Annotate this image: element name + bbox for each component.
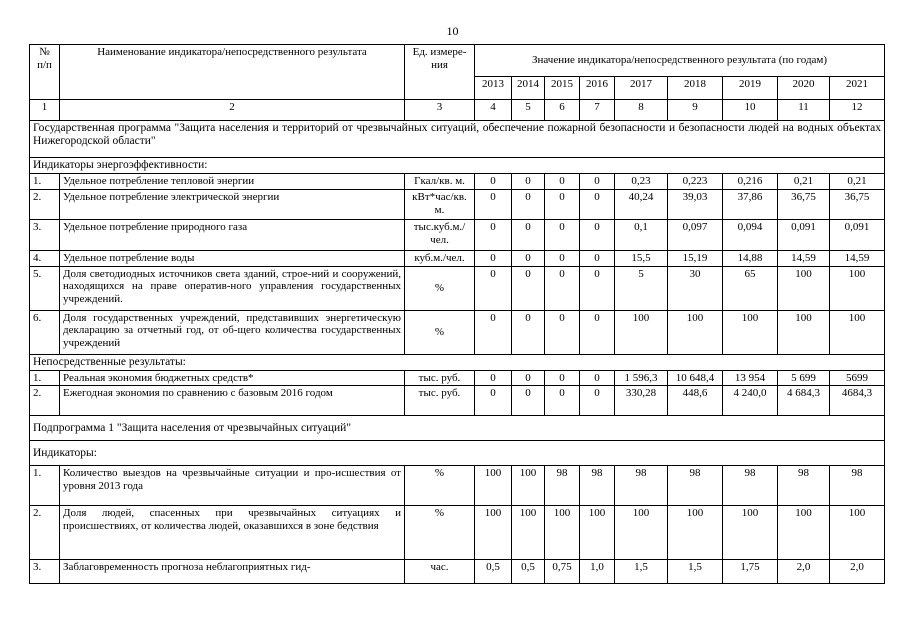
row-value: 0,094 [723, 219, 778, 250]
header-year: 2020 [778, 77, 830, 100]
header-column-number: 8 [615, 100, 668, 121]
subprogram-title-row [30, 416, 885, 441]
row-number: 2. [30, 189, 60, 219]
row-value: 0 [475, 219, 512, 250]
header-column-number: 12 [830, 100, 885, 121]
header-column-number: 2 [60, 100, 405, 121]
row-value: 100 [668, 310, 723, 354]
row-unit: % [405, 310, 475, 354]
row-number: 2. [30, 506, 60, 560]
row-value: 0 [580, 386, 615, 416]
row-value: 13 954 [723, 370, 778, 386]
row-value: 0 [475, 370, 512, 386]
row-value: 0 [475, 250, 512, 266]
header-column-number: 10 [723, 100, 778, 121]
row-value: 0,75 [545, 560, 580, 584]
indicator-rows [30, 466, 885, 584]
row-value: 98 [778, 466, 830, 506]
row-value: 100 [475, 506, 512, 560]
row-value: 0 [512, 219, 545, 250]
indicators-section-row [30, 441, 885, 466]
table-row [30, 370, 885, 386]
row-value: 15,5 [615, 250, 668, 266]
row-value: 15,19 [668, 250, 723, 266]
row-value: 0 [580, 370, 615, 386]
row-value: 65 [723, 266, 778, 310]
row-unit: % [405, 506, 475, 560]
row-value: 100 [778, 266, 830, 310]
table-row [30, 386, 885, 416]
row-number: 6. [30, 310, 60, 354]
row-value: 2,0 [830, 560, 885, 584]
row-unit: % [405, 466, 475, 506]
row-value: 100 [545, 506, 580, 560]
row-name: Удельное потребление электрической энергии [60, 189, 405, 219]
row-value: 100 [615, 506, 668, 560]
header-row-top [30, 45, 885, 77]
program-title: Государственная программа "Защита населения и территорий от чрезвычайных ситуаций, обеспечение пожарной безопасности и безопасности людей на водных объектах Нижегородской области" [30, 121, 885, 158]
row-value: 1,75 [723, 560, 778, 584]
row-unit: тыс. руб. [405, 386, 475, 416]
row-value: 0 [512, 370, 545, 386]
row-value: 1,0 [580, 560, 615, 584]
header-column-number: 11 [778, 100, 830, 121]
row-name: Заблаговременность прогноза неблагоприятных гид- [60, 560, 405, 584]
row-value: 0 [545, 310, 580, 354]
row-value: 39,03 [668, 189, 723, 219]
row-value: 100 [512, 506, 545, 560]
header-column-number: 1 [30, 100, 60, 121]
table-row [30, 310, 885, 354]
row-number: 1. [30, 174, 60, 190]
row-value: 5699 [830, 370, 885, 386]
row-value: 98 [580, 466, 615, 506]
table-row [30, 466, 885, 506]
row-value: 0,097 [668, 219, 723, 250]
direct-rows [30, 370, 885, 416]
row-value: 0 [512, 310, 545, 354]
row-value: 0 [580, 266, 615, 310]
row-value: 14,59 [830, 250, 885, 266]
row-value: 5 699 [778, 370, 830, 386]
row-value: 0 [545, 370, 580, 386]
indicators-table [29, 44, 885, 584]
row-value: 0 [545, 266, 580, 310]
row-value: 0,091 [778, 219, 830, 250]
row-value: 100 [615, 310, 668, 354]
table-row [30, 560, 885, 584]
row-value: 0 [580, 174, 615, 190]
row-value: 0 [580, 250, 615, 266]
row-value: 98 [830, 466, 885, 506]
row-value: 14,59 [778, 250, 830, 266]
row-value: 4 240,0 [723, 386, 778, 416]
row-unit: тыс. руб. [405, 370, 475, 386]
row-unit: куб.м./чел. [405, 250, 475, 266]
row-value: 0 [580, 310, 615, 354]
direct-section-title: Непосредственные результаты: [30, 354, 885, 370]
row-value: 4 684,3 [778, 386, 830, 416]
header-year: 2015 [545, 77, 580, 100]
table-row [30, 174, 885, 190]
row-name: Удельное потребление природного газа [60, 219, 405, 250]
row-value: 0,5 [475, 560, 512, 584]
row-value: 0,1 [615, 219, 668, 250]
row-value: 30 [668, 266, 723, 310]
row-value: 100 [580, 506, 615, 560]
row-value: 0,223 [668, 174, 723, 190]
page-number: 10 [446, 24, 459, 38]
row-value: 0 [580, 219, 615, 250]
row-unit: час. [405, 560, 475, 584]
row-name: Удельное потребление тепловой энергии [60, 174, 405, 190]
row-value: 0 [475, 174, 512, 190]
row-value: 36,75 [778, 189, 830, 219]
table-row [30, 266, 885, 310]
row-number: 5. [30, 266, 60, 310]
row-value: 98 [668, 466, 723, 506]
row-value: 0,23 [615, 174, 668, 190]
header-column-numbers-row [30, 100, 885, 121]
row-name: Доля людей, спасенных при чрезвычайных ситуациях и происшествиях, от количества людей, оказавшихся в зоне бедствия [60, 506, 405, 560]
row-value: 100 [778, 310, 830, 354]
subprogram-title: Подпрограмма 1 "Защита населения от чрезвычайных ситуаций" [30, 416, 885, 441]
energy-section-row [30, 158, 885, 174]
row-value: 0 [512, 250, 545, 266]
direct-section-row [30, 354, 885, 370]
row-number: 3. [30, 560, 60, 584]
row-value: 0 [545, 250, 580, 266]
row-value: 0 [475, 189, 512, 219]
row-value: 0 [512, 189, 545, 219]
row-value: 0 [545, 219, 580, 250]
row-value: 0,091 [830, 219, 885, 250]
row-value: 0,216 [723, 174, 778, 190]
row-value: 0 [545, 189, 580, 219]
row-value: 0 [512, 386, 545, 416]
header-column-number: 7 [580, 100, 615, 121]
row-value: 5 [615, 266, 668, 310]
row-value: 100 [512, 466, 545, 506]
header-year: 2017 [615, 77, 668, 100]
table-row [30, 219, 885, 250]
row-name: Доля светодиодных источников света зданий, строе-ний и сооружений, находящихся на праве оператив-ного управления государственных учреждений. [60, 266, 405, 310]
row-value: 4684,3 [830, 386, 885, 416]
row-value: 98 [545, 466, 580, 506]
row-name: Удельное потребление воды [60, 250, 405, 266]
row-number: 1. [30, 466, 60, 506]
row-number: 4. [30, 250, 60, 266]
energy-section-title: Индикаторы энергоэффективности: [30, 158, 885, 174]
row-value: 330,28 [615, 386, 668, 416]
row-value: 100 [475, 466, 512, 506]
energy-rows [30, 174, 885, 354]
header-column-number: 9 [668, 100, 723, 121]
row-value: 98 [615, 466, 668, 506]
table-row [30, 250, 885, 266]
header-unit: Ед. измере-ния [405, 45, 475, 100]
row-value: 100 [668, 506, 723, 560]
row-unit: % [405, 266, 475, 310]
header-column-number: 3 [405, 100, 475, 121]
row-value: 0 [512, 174, 545, 190]
row-number: 2. [30, 386, 60, 416]
row-value: 14,88 [723, 250, 778, 266]
row-value: 1,5 [668, 560, 723, 584]
row-value: 1 596,3 [615, 370, 668, 386]
row-unit: тыс.куб.м./чел. [405, 219, 475, 250]
row-value: 0,21 [778, 174, 830, 190]
row-value: 100 [830, 310, 885, 354]
table-row [30, 506, 885, 560]
header-column-number: 6 [545, 100, 580, 121]
header-year: 2018 [668, 77, 723, 100]
row-value: 98 [723, 466, 778, 506]
header-year: 2013 [475, 77, 512, 100]
row-value: 0,5 [512, 560, 545, 584]
header-column-number: 4 [475, 100, 512, 121]
row-number: 3. [30, 219, 60, 250]
header-column-number: 5 [512, 100, 545, 121]
row-value: 0 [475, 386, 512, 416]
header-year: 2021 [830, 77, 885, 100]
row-value: 0 [512, 266, 545, 310]
row-value: 100 [830, 266, 885, 310]
row-value: 40,24 [615, 189, 668, 219]
row-value: 0 [475, 266, 512, 310]
indicators-section-title: Индикаторы: [30, 441, 885, 466]
row-unit: Гкал/кв. м. [405, 174, 475, 190]
row-value: 10 648,4 [668, 370, 723, 386]
row-name: Доля государственных учреждений, представивших энергетическую декларацию за отчетный год, от об-щего количества государственных учреждений [60, 310, 405, 354]
row-value: 0 [580, 189, 615, 219]
row-value: 0 [545, 174, 580, 190]
row-value: 448,6 [668, 386, 723, 416]
header-value-group: Значение индикатора/непосредственного результата (по годам) [475, 45, 885, 77]
row-value: 0,21 [830, 174, 885, 190]
program-title-row [30, 121, 885, 158]
row-value: 37,86 [723, 189, 778, 219]
row-name: Ежегодная экономия по сравнению с базовым 2016 годом [60, 386, 405, 416]
row-unit: кВт*час/кв. м. [405, 189, 475, 219]
header-num: № п/п [30, 45, 60, 100]
row-value: 1,5 [615, 560, 668, 584]
row-value: 100 [723, 310, 778, 354]
header-name: Наименование индикатора/непосредственного результата [60, 45, 405, 100]
row-number: 1. [30, 370, 60, 386]
header-year: 2016 [580, 77, 615, 100]
row-value: 36,75 [830, 189, 885, 219]
table-row [30, 189, 885, 219]
row-name: Реальная экономия бюджетных средств* [60, 370, 405, 386]
row-value: 0 [545, 386, 580, 416]
header-year: 2014 [512, 77, 545, 100]
header-year: 2019 [723, 77, 778, 100]
row-value: 100 [830, 506, 885, 560]
row-value: 100 [778, 506, 830, 560]
row-value: 2,0 [778, 560, 830, 584]
row-value: 0 [475, 310, 512, 354]
row-name: Количество выездов на чрезвычайные ситуации и про-исшествия от уровня 2013 года [60, 466, 405, 506]
row-value: 100 [723, 506, 778, 560]
